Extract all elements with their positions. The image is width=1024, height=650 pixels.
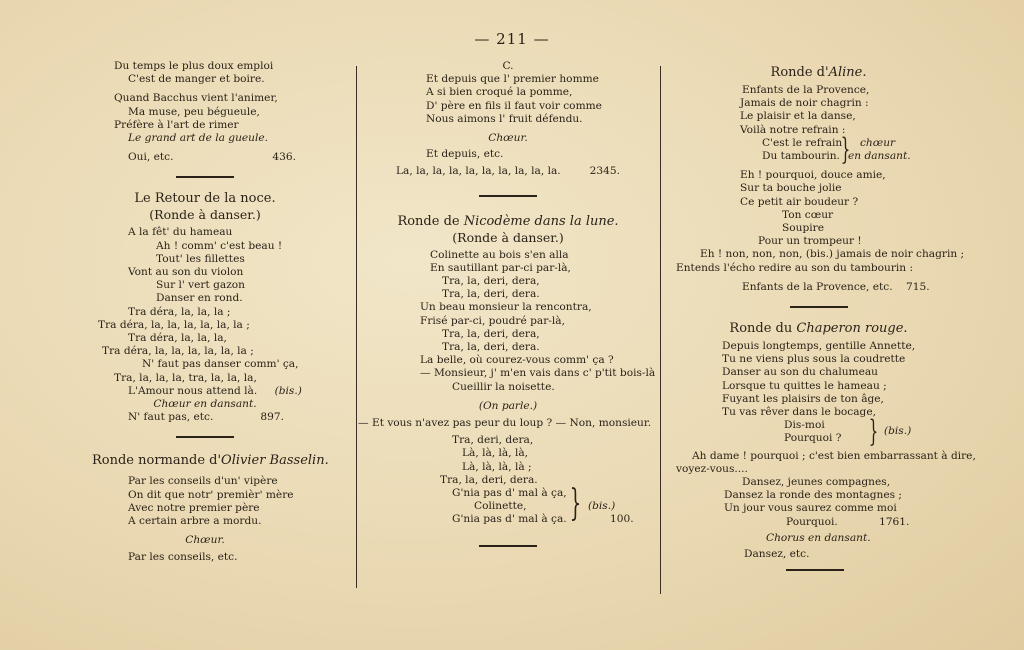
song-title-name: Chaperon rouge. (796, 321, 908, 337)
verse-line: Tra déra, la, la, la, (128, 332, 227, 345)
verse-line: Tu vas rêver dans le bocage, (722, 406, 876, 419)
verse-line: Dansez la ronde des montagnes ; (724, 489, 902, 502)
verse-line: N' faut pas danser comm' ça, (142, 358, 299, 371)
verse-line: Soupire (782, 222, 824, 235)
song-number: 2345. (589, 165, 620, 178)
song-subtitle: (Ronde à danser.) (452, 229, 564, 245)
verse-line: Le plaisir et la danse, (740, 110, 856, 123)
song-subtitle: (Ronde à danser.) (149, 207, 261, 223)
verse-line: Avec notre premier père (128, 501, 260, 514)
verse-line: Dis-moi (784, 419, 825, 432)
verse-line: Tu ne viens plus sous la coudrette (722, 353, 906, 366)
brace-icon: } (840, 131, 851, 167)
verse-line: Du temps le plus doux emploi (114, 60, 274, 72)
verse-end-text: Oui, etc. (128, 151, 174, 164)
song-title-text: Ronde normande d' (92, 453, 222, 469)
verse-line: — Monsieur, j' m'en vais dans c' p'tit bois-là (420, 367, 656, 380)
verse-line-bis (92, 385, 318, 398)
column-middle (358, 60, 656, 547)
verse-line: Depuis longtemps, gentille Annette, (722, 340, 916, 353)
verse-line: En sautillant par-ci par-là, (430, 261, 571, 274)
dialog-line: voyez-vous.... (676, 462, 748, 475)
choeur-marker: chœur (860, 136, 896, 149)
page-number: — 211 — (474, 30, 550, 48)
verse-line: Lorsque tu quittes le hameau ; (722, 379, 887, 392)
verse-line: C'est le refrain (762, 136, 843, 149)
verse-line: C'est de manger et boire. (128, 73, 265, 86)
brace-icon: } (569, 483, 582, 525)
bis-marker: (bis.) (588, 500, 616, 513)
verse-line: Sur ta bouche jolie (740, 182, 842, 195)
section-rule (176, 176, 234, 178)
verse-line: Tra, la, deri, dera. (440, 473, 538, 486)
song-title: Le Retour de la noce. (134, 191, 276, 207)
verse-end-text: La, la, la, la, la, la, la, la, la, la. (396, 165, 561, 178)
verse-line: Tra, la, deri, dera. (442, 288, 540, 301)
choeur-heading: Chœur en dansant. (153, 398, 257, 411)
section-rule (786, 569, 844, 571)
verse-end-text: N' faut pas, etc. (128, 411, 214, 424)
verse-end-line (92, 151, 318, 164)
dialog-line: — Et vous n'avez pas peur du loup ? — Non, monsieur. (358, 417, 652, 430)
verse-line: Cueillir la noisette. (452, 380, 555, 393)
verse-line: Quand Bacchus vient l'animer, (114, 92, 278, 105)
verse-line: Tra, la, deri, dera, (442, 275, 540, 288)
verse-end-line (676, 281, 961, 294)
song-title-text: Ronde d' (770, 65, 829, 80)
verse-line: Danser en rond. (156, 292, 243, 305)
section-rule (479, 195, 537, 197)
choeur-heading: Chœur. (488, 132, 528, 145)
verse-line: Tra, la, deri, dera, (442, 327, 540, 340)
verse-line: Vont au son du violon (128, 266, 244, 279)
song-number: 1761. (879, 515, 910, 528)
column-divider-right (660, 66, 661, 594)
verse-end-line (92, 411, 318, 424)
choeur-heading: Chœur. (185, 534, 225, 547)
verse-line: Et depuis, etc. (426, 148, 504, 161)
verse-line: D' père en fils il faut voir comme (426, 99, 602, 112)
column-divider-left (356, 66, 357, 588)
bis-marker: (bis.) (274, 384, 302, 397)
verse-line: Pourquoi ? (784, 432, 842, 445)
verse-end-line (676, 516, 961, 529)
song-number: 100. (610, 513, 634, 526)
song-title (368, 213, 648, 230)
verse-line: Tra, la, deri, dera. (442, 341, 540, 354)
verse-line: Tra déra, la, la, la, la, la, la ; (98, 318, 250, 331)
verse-line: Tra, la, la, la, tra, la, la, la, (114, 371, 257, 384)
verse-line: Et depuis que l' premier homme (426, 73, 599, 86)
verse-line: Enfants de la Provence, (742, 84, 870, 96)
verse-line: Colinette au bois s'en alla (430, 248, 569, 261)
verse-line: Fuyant les plaisirs de ton âge, (722, 392, 884, 405)
verse-line: Frisé par-ci, poudré par-là, (420, 314, 565, 327)
song-title (676, 64, 961, 81)
song-title-name: Nicodème dans la lune. (463, 213, 619, 229)
choeur-marker: en dansant. (848, 149, 911, 162)
song-number: 715. (905, 280, 930, 293)
verse-line: Eh ! pourquoi, douce amie, (740, 169, 886, 182)
song-number: 436. (272, 151, 296, 164)
section-rule (790, 306, 848, 308)
verse-line: Jamais de noir chagrin : (740, 97, 869, 110)
verse-end-line: Dansez, etc. (744, 548, 810, 561)
verse-line: Tout' les fillettes (156, 252, 245, 265)
verse-text: L'Amour nous attend là. (128, 384, 258, 397)
verse-line: La belle, où courez-vous comm' ça ? (420, 354, 614, 367)
dialog-line: Ah dame ! pourquoi ; c'est bien embarrassant à dire, (692, 449, 976, 462)
verse-line: Dansez, jeunes compagnes, (742, 476, 891, 489)
song-title (92, 452, 329, 469)
verse-end-line: Par les conseils, etc. (128, 551, 238, 564)
verse-line: On dit que notr' premièr' mère (128, 488, 294, 501)
verse-line: Un jour vous saurez comme moi (724, 502, 897, 515)
verse-line: Préfère à l'art de rimer (114, 118, 239, 131)
verse-line: Nous aimons l' fruit défendu. (426, 112, 583, 125)
verse-end-text: Enfants de la Provence, etc. (742, 280, 893, 293)
verse-line: Entends l'écho redire au son du tambourin : (676, 261, 914, 274)
verse-line: Voilà notre refrain : (740, 123, 846, 136)
brace-icon: } (868, 414, 879, 450)
verse-line: Le grand art de la gueule. (128, 132, 269, 145)
choeur-heading: Chorus en dansant. (766, 531, 871, 544)
bis-marker: (bis.) (884, 425, 912, 438)
bis-group (368, 483, 648, 527)
verse-line: A si bien croqué la pomme, (426, 86, 573, 99)
verse-line: Eh ! non, non, non, (bis.) jamais de noir chagrin ; (700, 248, 965, 261)
verse-line: G'nia pas d' mal à ça, (452, 487, 567, 500)
verse-line: Sur l' vert gazon (156, 279, 246, 292)
verse-line: Tra déra, la, la, la, la, la, la ; (102, 345, 254, 358)
verse-line: Danser au son du chalumeau (722, 366, 878, 379)
song-number: 897. (260, 411, 284, 424)
song-title (676, 320, 961, 337)
verse-line: Colinette, (474, 500, 527, 513)
verse-line: Par les conseils d'un' vipère (128, 475, 278, 488)
section-rule (176, 436, 234, 438)
song-title-text: Ronde de (397, 213, 464, 229)
verse-line: Là, là, là, là, (462, 447, 529, 460)
column-left (92, 60, 329, 565)
verse-line: Du tambourin. (762, 150, 840, 163)
verse-end-text: Pourquoi. (786, 515, 838, 528)
spoken-heading: (On parle.) (478, 399, 538, 412)
verse-line: Ce petit air boudeur ? (740, 195, 859, 208)
verse-line: Là, là, là, là ; (462, 460, 532, 473)
verse-line: A certain arbre a mordu. (128, 515, 262, 528)
verse-line: Ton cœur (782, 208, 834, 221)
verse-line: Un beau monsieur la rencontra, (420, 301, 592, 314)
bis-group (676, 414, 961, 450)
column-right (676, 60, 976, 571)
verse-line: Ah ! comm' c'est beau ! (156, 239, 283, 252)
verse-line: Tra, deri, dera, (452, 434, 534, 447)
verse-label: C. (502, 60, 514, 72)
verse-line: Pour un trompeur ! (758, 235, 862, 248)
verse-end-line (368, 165, 648, 178)
song-title-text: Ronde du (729, 321, 797, 337)
song-title-name: Olivier Basselin. (221, 453, 329, 469)
song-title-name: Aline. (828, 65, 867, 80)
verse-line: Tra déra, la, la, la ; (128, 305, 231, 318)
section-rule (479, 545, 537, 547)
verse-line: Ma muse, peu bégueule, (128, 105, 260, 118)
refrain-group (676, 131, 961, 167)
verse-line: G'nia pas d' mal à ça. (452, 513, 567, 526)
verse-line: A la fêt' du hameau (128, 226, 233, 239)
